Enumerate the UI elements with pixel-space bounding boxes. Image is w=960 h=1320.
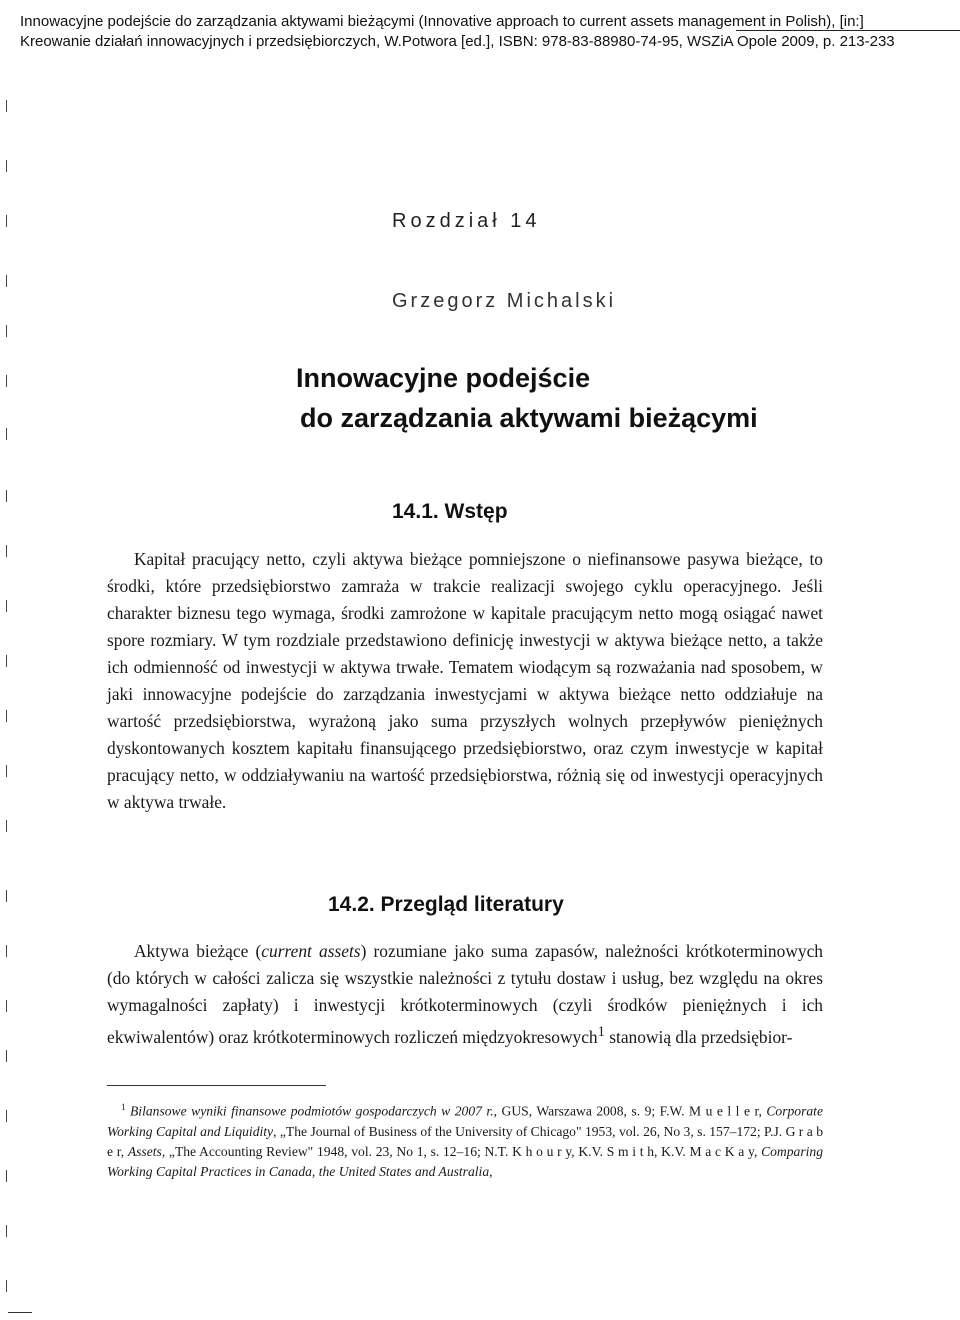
scan-mark xyxy=(5,1110,8,1122)
scan-mark xyxy=(5,1000,8,1012)
text-run: Aktywa bieżące ( xyxy=(134,941,262,961)
section-body-intro xyxy=(107,546,823,816)
text-run: ) rozumiane jako suma zapasów, należności krótkoterminowych (do których w całości zalicza się wszystkie należności z tytułu dostaw i usług, bez względu na okres wymagalności zapłaty) i inwestycji krótkoterminowych (czyli środków pieniężnych i ich ekwiwalentów) oraz krótkoterminowych rozliczeń międzyokresowych xyxy=(107,941,823,1047)
scan-mark xyxy=(5,160,8,172)
section-heading-intro: 14.1. Wstęp xyxy=(392,500,508,523)
footnote-reference[interactable]: 1 xyxy=(597,1024,605,1040)
scan-mark xyxy=(5,1280,8,1292)
footnote-title: Bilansowe wyniki finansowe podmiotów gospodarczych w 2007 r. xyxy=(130,1103,494,1119)
chapter-title-line-1: Innowacyjne podejście xyxy=(296,363,591,393)
footnote-run: , „The Journal of Business of the University of Chicago" 1953, vol. 26, No 3, s. 157–172; P.J. G r a b e r, xyxy=(107,1123,823,1159)
scan-mark xyxy=(5,275,8,287)
chapter-label: Rozdział 14 xyxy=(392,210,541,232)
scan-mark xyxy=(5,765,8,777)
scan-mark xyxy=(5,600,8,612)
scan-mark xyxy=(5,945,8,957)
scan-mark xyxy=(5,710,8,722)
footnote-run: , xyxy=(489,1163,493,1179)
scan-mark xyxy=(5,375,8,387)
header-rule xyxy=(736,30,960,31)
section-body-literature xyxy=(107,938,823,1051)
footnote-number: 1 xyxy=(121,1102,126,1112)
citation-line-2: Kreowanie działań innowacyjnych i przedsiębiorczych, W.Potwora [ed.], ISBN: 978-83-88980-74-95, WSZiA Opole 2009, p. 213-233 xyxy=(20,33,895,50)
scan-mark xyxy=(5,490,8,502)
chapter-title-line-2: do zarządzania aktywami bieżącymi xyxy=(300,403,758,433)
scan-mark xyxy=(5,1225,8,1237)
paragraph: Kapitał pracujący netto, czyli aktywa bieżące pomniejszone o niefinansowe pasywa bieżące, to środki, które przedsiębiorstwo zamraża w trakcie realizacji swojego cyklu operacyjnego. Jeśli charakter biznesu tego wymaga, środki zamrożone w kapitale pracującym netto mogą osiągać nawet spore rozmiary. W tym rozdziale przedstawiono definicję inwestycji w aktywa bieżące netto, a także ich odmienność od inwestycji w aktywa trwałe. Tematem wiodącym są rozważania nad sposobem, w jaki innowacyjne podejście do zarządzania inwestycjami w aktywa bieżące netto oddziałuje na wartość przedsiębiorstwa, wyrażoną jako suma przyszłych wolnych przepływów pieniężnych dyskontowanych kosztem kapitału finansującego przedsiębiorstwo, oraz czym inwestycje w kapitał pracujący netto, w oddziaływaniu na wartość przedsiębiorstwa, różnią się od inwestycji operacyjnych w aktywa trwałe. xyxy=(107,549,823,812)
scan-mark xyxy=(5,1050,8,1062)
citation-line-1: Innowacyjne podejście do zarządzania aktywami bieżącymi (Innovative approach to current assets management in Polish), [in:] xyxy=(20,13,864,30)
bottom-edge-rule xyxy=(8,1312,32,1313)
scan-mark xyxy=(5,100,8,112)
citation-header xyxy=(20,12,950,52)
scan-mark xyxy=(5,545,8,557)
chapter-author: Grzegorz Michalski xyxy=(392,290,617,312)
scan-mark xyxy=(5,215,8,227)
footnote-title: Comparing Working Capital Practices in Canada, the United States and Australia xyxy=(107,1143,823,1179)
footnote-run: , „The Accounting Review" 1948, vol. 23, No 1, s. 12–16; N.T. K h o u r y, K.V. S m i t h, K.V. M a c K a y, xyxy=(161,1143,762,1159)
footnote-run: , GUS, Warszawa 2008, s. 9; F.W. M u e l l e r, xyxy=(493,1103,767,1119)
scan-mark xyxy=(5,655,8,667)
scan-mark xyxy=(5,325,8,337)
scan-mark xyxy=(5,820,8,832)
scan-mark xyxy=(5,890,8,902)
scan-mark xyxy=(5,428,8,440)
italic-term: current assets xyxy=(261,941,361,961)
paragraph xyxy=(107,938,823,1051)
footnote-title: Corporate Working Capital and Liquidity xyxy=(107,1103,823,1139)
section-heading-literature: 14.2. Przegląd literatury xyxy=(328,893,564,916)
text-run: stanowią dla przedsiębior- xyxy=(604,1026,793,1047)
footnote xyxy=(107,1097,823,1182)
footnote-title: Assets xyxy=(127,1143,162,1159)
chapter-title xyxy=(296,358,758,438)
footnote-rule xyxy=(107,1085,326,1086)
scan-mark xyxy=(5,1170,8,1182)
footnote-text xyxy=(107,1097,823,1182)
